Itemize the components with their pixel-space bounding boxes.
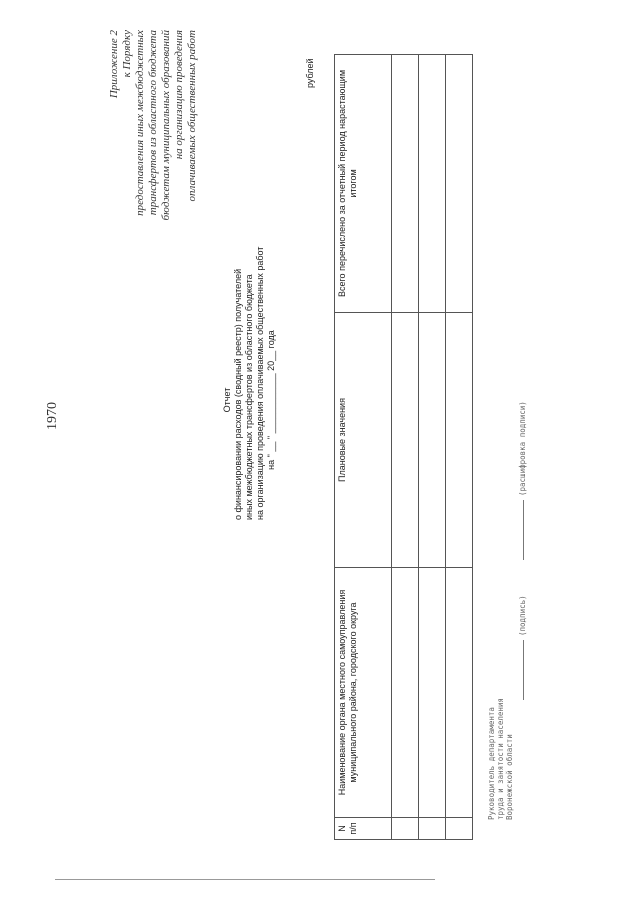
table-cell bbox=[446, 818, 473, 840]
appendix-line: предоставления иных межбюджетных bbox=[134, 30, 146, 216]
appendix-line: к Порядку bbox=[121, 30, 133, 78]
table-cell bbox=[419, 313, 446, 568]
report-table bbox=[334, 54, 473, 840]
appendix-line: трансфертов из областного бюджета bbox=[147, 30, 159, 216]
table-cell bbox=[392, 818, 419, 840]
table-cell bbox=[446, 313, 473, 568]
column-header-total-transferred: Всего перечислено за отчетный период нарастающим итогом bbox=[335, 55, 392, 313]
signature-caption bbox=[518, 595, 527, 700]
table-cell bbox=[446, 568, 473, 818]
column-header-org-name: Наименование органа местного самоуправления муниципального района, городского округа bbox=[335, 568, 392, 818]
sign-caption: (подпись) bbox=[518, 595, 527, 636]
table-row bbox=[392, 55, 419, 840]
report-date-line: на " __ " ____________ 20__ года bbox=[266, 330, 276, 470]
decode-rule bbox=[523, 500, 524, 560]
appendix-line: Приложение 2 bbox=[108, 30, 120, 99]
report-title: Отчет bbox=[222, 387, 232, 413]
column-header-number: N п/п bbox=[335, 818, 392, 840]
signature-line: Воронежской области bbox=[505, 734, 514, 820]
appendix-line: на организацию проведения bbox=[173, 30, 185, 160]
decode-caption-block bbox=[518, 401, 527, 560]
table-cell bbox=[419, 818, 446, 840]
table-row bbox=[446, 55, 473, 840]
appendix-line: бюджетам муниципальных образований bbox=[160, 30, 172, 221]
table-row bbox=[419, 55, 446, 840]
table-cell bbox=[419, 568, 446, 818]
signature-rule bbox=[523, 640, 524, 700]
table-cell bbox=[446, 55, 473, 313]
bottom-rule bbox=[55, 879, 435, 880]
table-header-row bbox=[335, 55, 392, 840]
report-title-block bbox=[222, 246, 277, 520]
table-cell bbox=[419, 55, 446, 313]
report-title-line: на организацию проведения оплачиваемых общественных работ bbox=[255, 246, 265, 520]
appendix-line: оплачиваемых общественных работ bbox=[186, 30, 198, 202]
table-cell bbox=[392, 568, 419, 818]
table-cell bbox=[392, 55, 419, 313]
report-title-line: иных межбюджетных трансфертов из областного бюджета bbox=[244, 274, 254, 520]
report-title-line: о финансировании расходов (сводный реестр) получателей bbox=[233, 268, 243, 520]
column-header-planned: Плановые значения bbox=[335, 313, 392, 568]
signature-block bbox=[487, 620, 514, 820]
signature-line: Руководитель департамента bbox=[487, 707, 496, 820]
decode-caption: (расшифровка подписи) bbox=[518, 401, 527, 496]
currency-unit: рублей bbox=[305, 58, 315, 88]
page-number: 1970 bbox=[45, 402, 60, 430]
signature-line: труда и занятости населения bbox=[496, 698, 505, 820]
appendix-note bbox=[108, 30, 199, 330]
table-cell bbox=[392, 313, 419, 568]
